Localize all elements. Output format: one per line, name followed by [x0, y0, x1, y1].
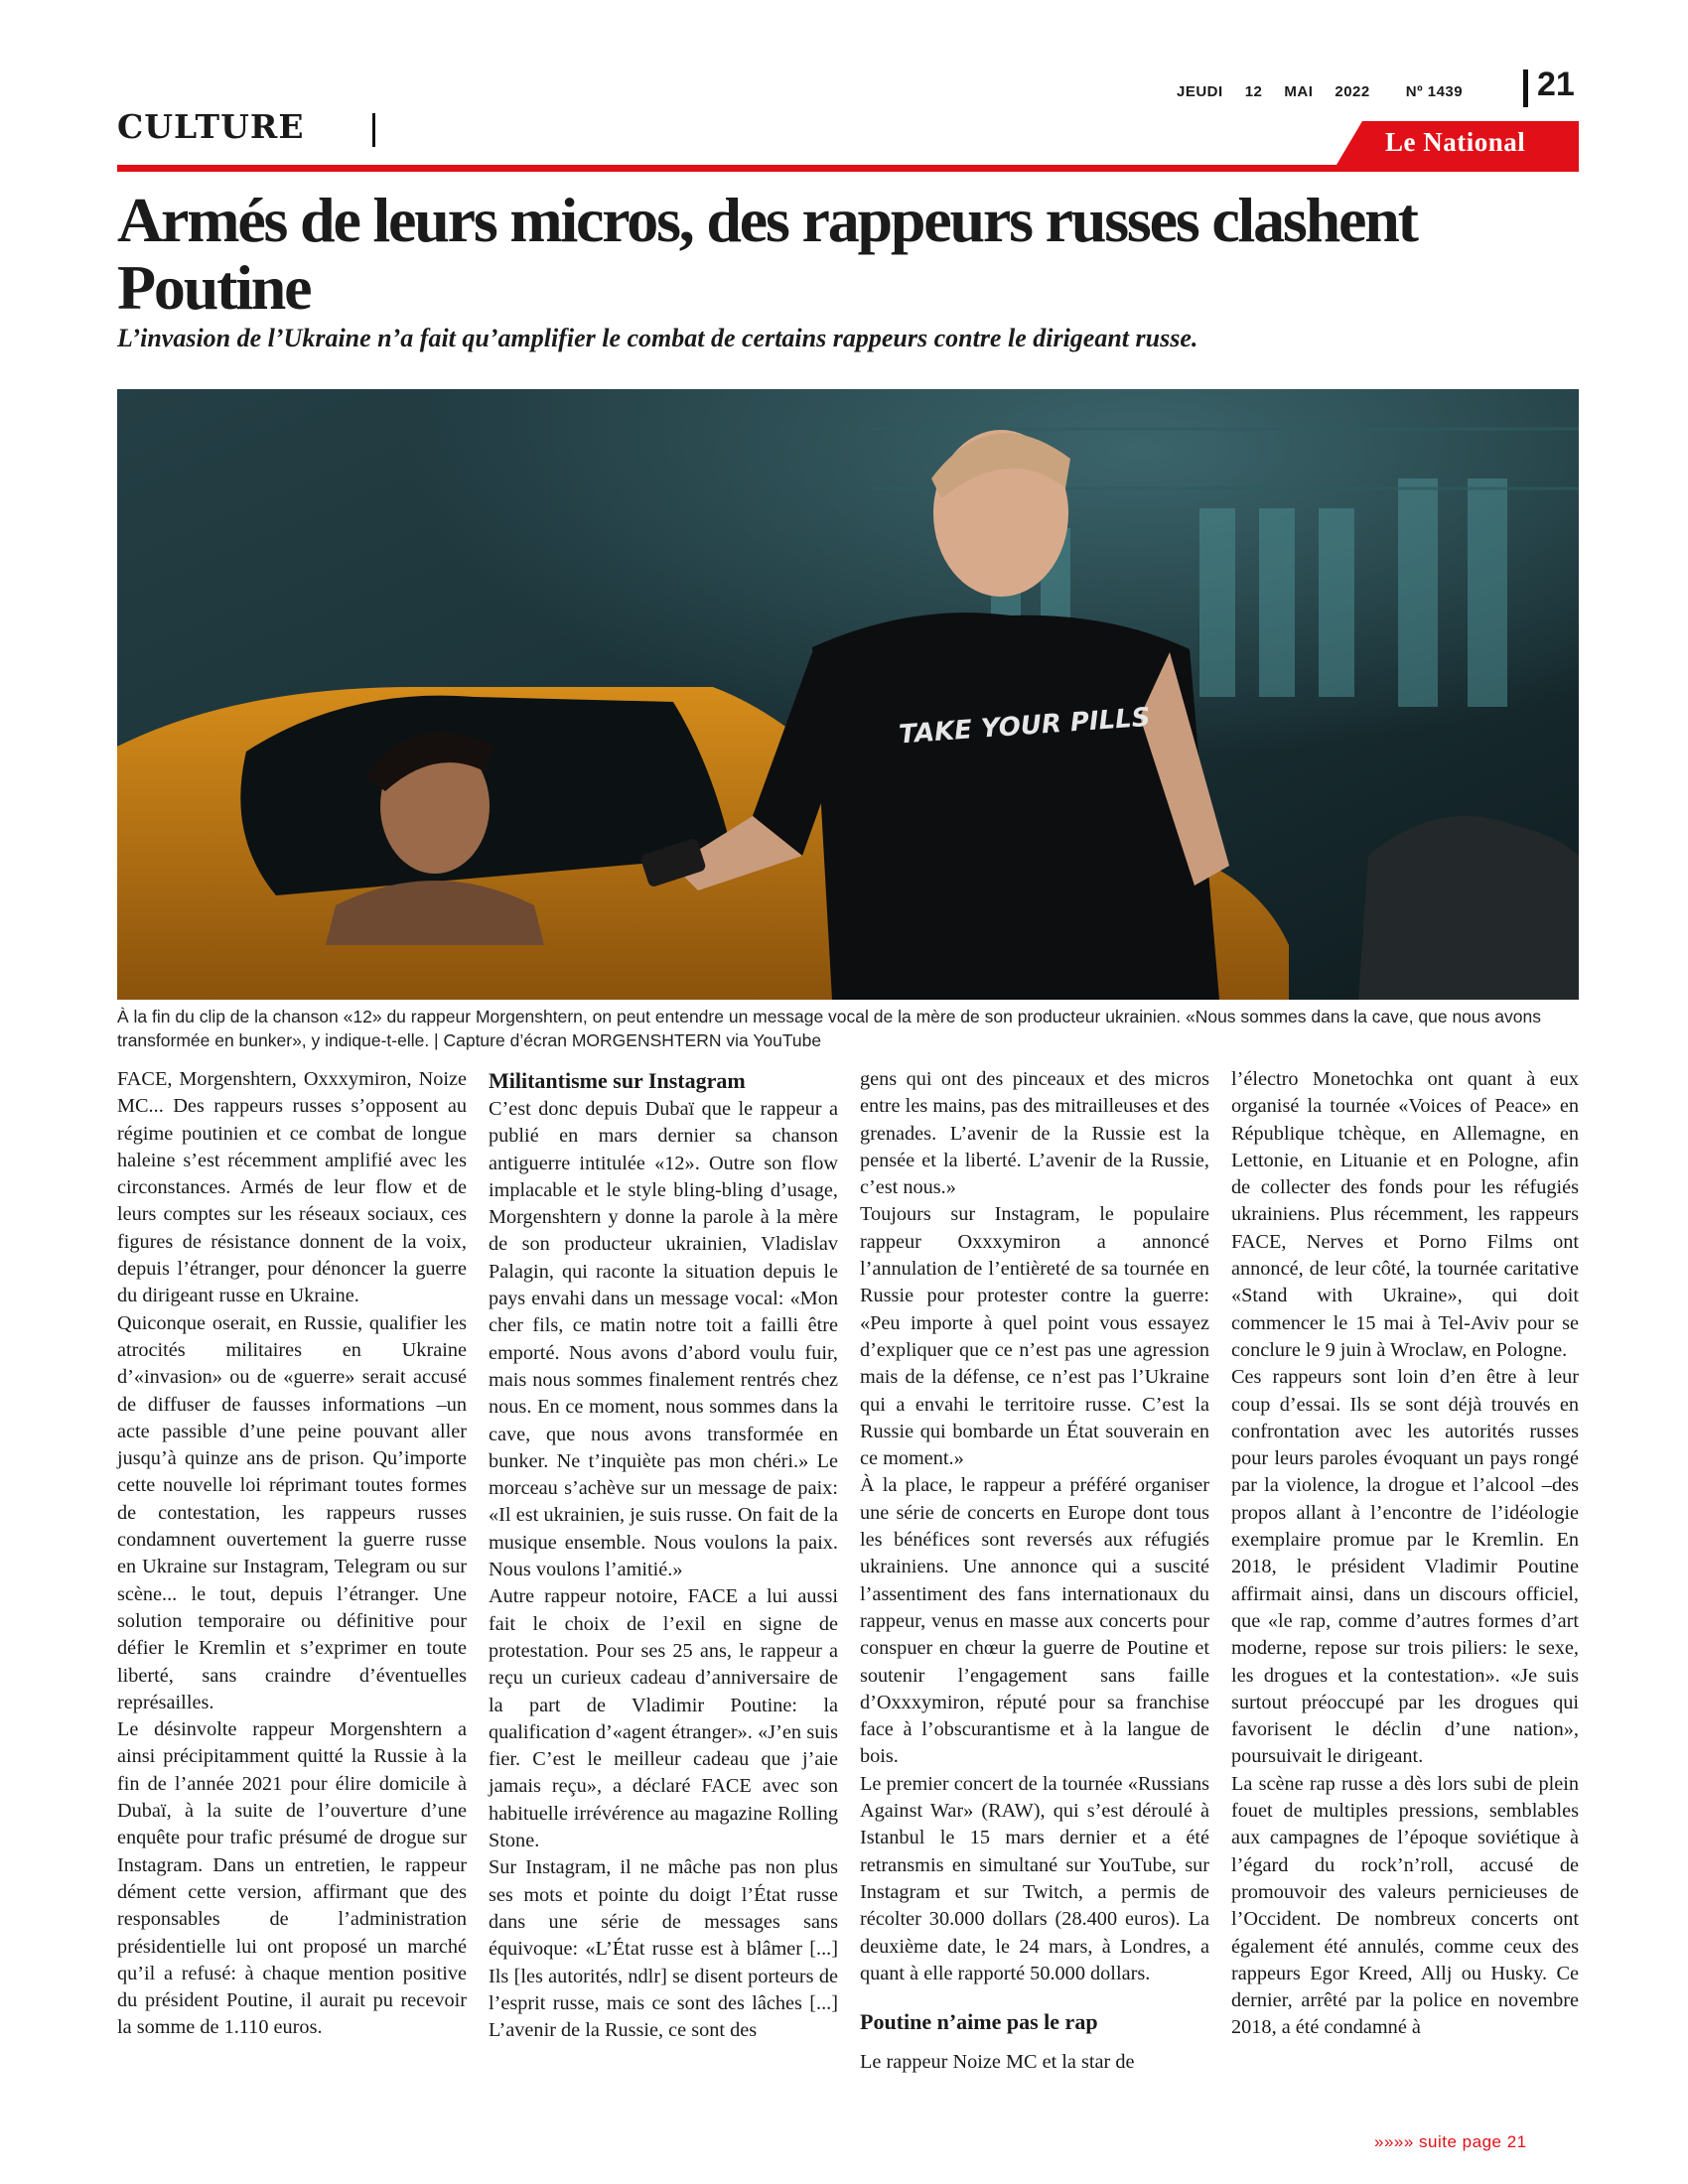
section-divider	[372, 113, 375, 147]
paragraph: Le désinvolte rappeur Morgenshtern a ainsi précipitamment quitté la Russie à la fin de l’année 2021 pour élire domicile à Dubaï, à la suite de l’ouverture d’une enquête pour trafic présumé de drogue sur Instagram. Dans un entretien, le rappeur dément cette version, affirmant que des responsables de l’administration présidentielle lui ont proposé un marché qu’il a refusé: à chaque mention positive du président Poutine, il aurait pu recevoir la somme de 1.110 euros.	[117, 1718, 467, 2039]
photo-caption: À la fin du clip de la chanson «12» du rappeur Morgenshtern, on peut entendre un message vocal de la mère de son producteur ukrainien. «Nous sommes dans la cave, que nous avons transformée en bunker», y indique-t-elle. | Capture d’écran MORGENSHTERN via YouTube	[117, 1007, 1541, 1050]
article-column-4	[1231, 1066, 1579, 2042]
paragraph: gens qui ont des pinceaux et des micros entre les mains, pas des mitrailleuses et des grenades. L’avenir de la Russie est la pensée et la liberté. L’avenir de la Russie, c’est nous.»	[860, 1068, 1209, 1199]
brand-name: Le National	[1385, 127, 1526, 157]
paragraph: Ces rappeurs sont loin d’en être à leur coup d’essai. Ils se sont déjà trouvés en confrontation avec les autorités russes pour leurs paroles évoquant un pays rongé par la violence, la drogue et l’alcool –des propos allant à l’encontre de l’idéologie exemplaire promue par le Kremlin. En 2018, le président Vladimir Poutine affirmait ainsi, dans un discours officiel, que «le rap, comme d’autres formes d’art moderne, repose sur trois piliers: le sexe, les drogues et la contestation». «Je suis surtout préoccupé par les drogues qui favorisent le déclin d’une nation», poursuivait le dirigeant.	[1231, 1366, 1579, 1768]
issue-day: JEUDI	[1177, 83, 1223, 100]
paragraph: FACE, Morgenshtern, Oxxxymiron, Noize MC... Des rappeurs russes s’opposent au régime poutinien et ce combat de longue haleine s’est récemment amplifié avec les circonstances. Armés de leur flow et de leurs comptes sur les réseaux sociaux, ces figures de résistance donnent de la voix, depuis l’étranger, pour dénoncer la guerre du dirigeant russe en Ukraine.	[117, 1068, 467, 1307]
header-rule	[117, 165, 1579, 172]
continued-link[interactable]: »»»» suite page 21	[1374, 2132, 1527, 2151]
issue-meta	[1177, 83, 1463, 100]
article-column-3	[860, 1066, 1209, 2076]
header-divider	[1523, 69, 1528, 107]
page-number: 21	[1537, 66, 1575, 103]
standfirst: L’invasion de l’Ukraine n’a fait qu’amplifier le combat de certains rappeurs contre le dirigeant russe.	[117, 324, 1198, 352]
issue-month: MAI	[1284, 83, 1314, 100]
paragraph: Toujours sur Instagram, le populaire rappeur Oxxxymiron a annoncé l’annulation de l’entièreté de sa tournée en Russie pour protester contre la guerre: «Peu importe à quel point vous essayez d’expliquer que ce n’est pas une agression mais de la défense, ce n’est pas l’Ukraine qui a envahi le territoire russe. C’est la Russie qui bombarde un État souverain en ce moment.»	[860, 1203, 1209, 1470]
photo-scene	[117, 389, 1579, 1000]
issue-date-number: 12	[1244, 83, 1263, 100]
paragraph: À la place, le rappeur a préféré organiser une série de concerts en Europe dont tous les bénéfices sont reversés aux réfugiés ukrainiens. Une annonce qui a suscité l’assentiment des fans internationaux du rappeur, venus en masse aux concerts pour conspuer en chœur la guerre de Poutine et soutenir l’engagement sans faille d’Oxxxymiron, réputé pour sa franchise face à l’obscurantisme et à la langue de bois.	[860, 1474, 1209, 1768]
paragraph: l’électro Monetochka ont quant à eux organisé la tournée «Voices of Peace» en République tchèque, en Allemagne, en Lettonie, en Lituanie et en Pologne, afin de collecter des fonds pour les réfugiés ukrainiens. Plus récemment, les rappeurs FACE, Nerves et Porno Films ont annoncé, de leur côté, la tournée caritative «Stand with Ukraine», qui doit commencer le 15 mai à Tel-Aviv pour se conclure le 9 juin à Wroclaw, en Pologne.	[1231, 1068, 1579, 1361]
issue-year: 2022	[1335, 83, 1370, 100]
paragraph: La scène rap russe a dès lors subi de plein fouet de multiples pressions, semblables aux campagnes de l’époque soviétique à l’égard du rock’n’roll, accusé de promouvoir des valeurs pernicieuses de l’Occident. De nombreux concerts ont également été annulés, comme ceux des rappeurs Egor Kreed, Allj ou Husky. Ce dernier, arrêté par la police en novembre 2018, a été condamné à	[1231, 1772, 1579, 2039]
paragraph: Le rappeur Noize MC et la star de	[860, 2051, 1135, 2074]
paragraph: Sur Instagram, il ne mâche pas non plus ses mots et pointe du doigt l’État russe dans une série de messages sans équivoque: «L’État russe est à blâmer [...] Ils [les autorités, ndlr] se disent porteurs de l’esprit russe, mais ce sont des lâches [...] L’avenir de la Russie, ce sont des	[489, 1856, 838, 2042]
article-photo	[117, 389, 1579, 1000]
shirt-print: TAKE YOUR PILLS	[898, 702, 1152, 751]
paragraph: C’est donc depuis Dubaï que le rappeur a publié en mars dernier sa chanson antiguerre intitulée «12». Outre son flow implacable et le style bling-bling d’usage, Morgenshtern y donne la parole à la mère de son producteur ukrainien, Vladislav Palagin, qui raconte la situation depuis le pays envahi dans un message vocal: «Mon cher fils, ce matin notre toit a failli être emporté. Nous avons d’abord voulu fuir, mais nous sommes finalement rentrés chez nous. En ce moment, nous sommes dans la cave, que nous avons transformée en bunker. Ne t’inquiète pas mon chéri.» Le morceau s’achève sur un message de paix: «Il est ukrainien, je suis russe. On fait de la musique ensemble. Nous voulons la paix. Nous voulons l’amitié.»	[489, 1098, 838, 1581]
headline: Armés de leurs micros, des rappeurs russes clashent Poutine	[117, 185, 1417, 323]
paragraph: Autre rappeur notoire, FACE a lui aussi fait le choix de l’exil en signe de protestation. Pour ses 25 ans, le rappeur a reçu un curieux cadeau d’anniversaire de la part de Vladimir Poutine: la qualification d’«agent étranger». «J’en suis fier. C’est le meilleur cadeau que j’aie jamais reçu», a déclaré FACE avec son habituelle irrévérence au magazine Rolling Stone.	[489, 1585, 838, 1852]
article-column-1	[117, 1066, 467, 2042]
section-title: CULTURE	[117, 107, 305, 146]
issue-number: Nº 1439	[1405, 83, 1464, 100]
paragraph: Le premier concert de la tournée «Russians Against War» (RAW), qui s’est déroulé à Istanbul le 15 mars dernier et a été retransmis en simultané sur YouTube, sur Instagram et sur Twitch, a permis de récolter 30.000 dollars (28.400 euros). La deuxième date, le 24 mars, à Londres, a quant à elle rapporté 50.000 dollars.	[860, 1772, 1209, 1984]
subheading-militantisme: Militantisme sur Instagram	[489, 1068, 746, 1093]
paragraph: Quiconque oserait, en Russie, qualifier les atrocités militaires en Ukraine d’«invasion» ou de «guerre» serait accusé de diffuser de fausses informations –un acte passible d’une peine pouvant aller jusqu’à quinze ans de prison. Qu’importe cette nouvelle loi réprimant toutes formes de contestation, les rappeurs russes condamnent ouvertement la guerre russe en Ukraine sur Instagram, Telegram ou sur scène... le tout, depuis l’étranger. Une solution temporaire ou définitive pour défier le Kremlin et s’exprimer en toute liberté, sans craindre d’éventuelles représailles.	[117, 1311, 467, 1713]
article-column-2	[489, 1066, 838, 2044]
subheading-poutine-rap: Poutine n’aime pas le rap	[860, 2009, 1098, 2035]
